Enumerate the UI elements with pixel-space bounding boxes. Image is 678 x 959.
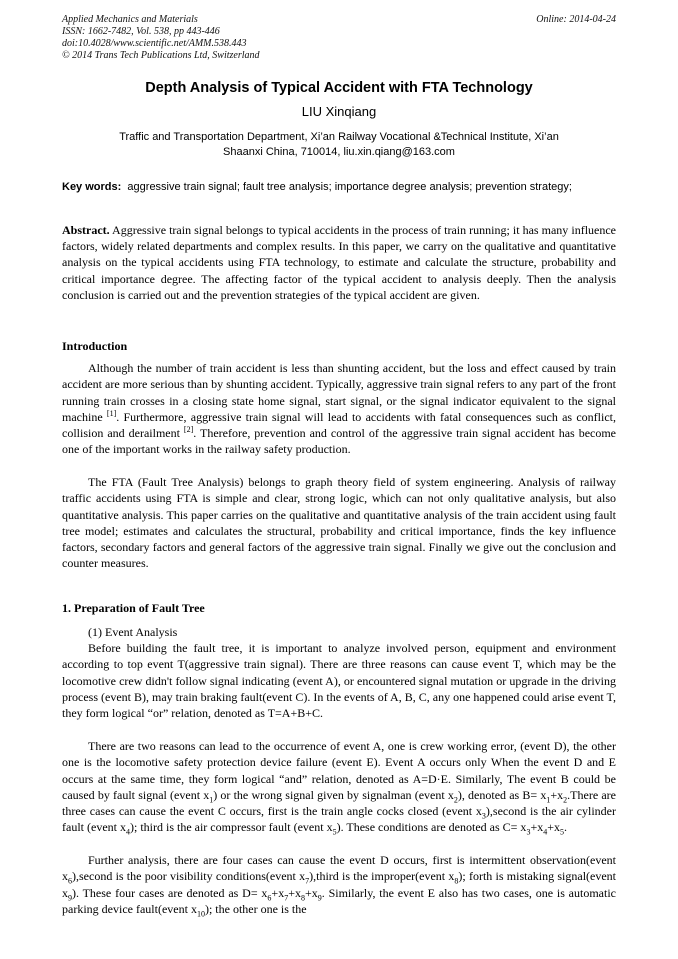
paragraph: Although the number of train accident is less than shunting accident, but the loss and effect caused by train accident are more serious than by shunting accident. Typically, aggressive train signal refers to any part of the front running train crosses in a closing state home signal, start signal, or the signal indicator equivalent to the signal machine [1]. Furthermore, aggressive train signal will lead to accidents with fatal consequences such as conflict, collision and derailment [2]. Therefore, prevention and control of the aggressive train signal accident has become one of the important works in the railway safety production. — [62, 361, 617, 457]
paragraph: Before building the fault tree, it is important to analyze involved person, equipment and environment according to top event T(aggressive train signal). There are three reasons can cause event T, which may be the locomotive crew didn't follow signal indicating (event A), or encountered signal mutation or upgrade in the driving process (event B), may train braking fault(event C). In the events of A, B, C, any one happened could arise event T, they form logical “or” relation, denoted as T=A+B+C. — [62, 641, 616, 721]
paragraph: The FTA (Fault Tree Analysis) belongs to graph theory field of system engineering. Analysis of railway traffic accidents using FTA is simple and clear, strong logic, which can not only qualitative analysis, but also quantitative analysis. This paper carries on the qualitative and quantitative analysis of the train accident using fault tree model; estimates and calculates the structural, probability and critical importance, finds the key influence factors, secondary factors and general factors of the aggressive train signal. Finally we give out the conclusion and counter measures. — [62, 475, 616, 571]
author-name: LIU Xinqiang — [301, 104, 377, 119]
section-heading: Introduction — [62, 339, 128, 353]
keywords-label: Key words: — [62, 181, 122, 193]
paragraph: Further analysis, there are four cases can cause the event D occurs, first is intermittent observation(event $x_6),second$ is the poor visibility conditions(event $x_7),third$ is the improper(event $x_8$); forth is mistaking signal(event $x_9$). These four cases are denoted as $D= x_6+x_7+x_8+x_9$. Similarly, the event E also has two cases, one is automatic parking device fault(event $x_{10}$); the other one is the — [62, 853, 617, 919]
subsection-heading: (1) Event Analysis — [88, 625, 178, 639]
journal-header — [62, 14, 616, 62]
keywords — [62, 180, 616, 195]
abstract — [62, 222, 616, 303]
doi-line: doi:10.4028/www.scientific.net/AMM.538.443 — [62, 38, 247, 49]
section-heading: 1. Preparation of Fault Tree — [62, 601, 205, 615]
paragraph: There are two reasons can lead to the occurrence of event A, one is crew working error, (event D), the other one is the locomotive safety protection device failure (event E). Event A occurs only When the event D and E occurs at the same time, they form logical “and” relation, denoted as A=D·E. Similarly, The event B could be caused by fault signal (event $x_1$) or the wrong signal given by signalman (event $x_2$), denoted as $B= x_1+x_2.There$ are three cases can cause the event C occurs, first is the train angle cocks closed (event $x_3),second$ is the air cylinder fault (event $x_4$); third is the air compressor fault (event $x_5$). These conditions are denoted as $C= x_3+x_4+x_5$. — [62, 739, 616, 837]
paper-title: Depth Analysis of Typical Accident with FTA Technology — [145, 80, 533, 96]
copyright-line: © 2014 Trans Tech Publications Ltd, Switzerland — [62, 50, 260, 61]
journal-name: Applied Mechanics and Materials — [62, 14, 198, 25]
abstract-text: Aggressive train signal belongs to typical accidents in the process of train running; it has many influence factors, widely related departments and complex results. In this paper, we carry on the qualitative and quantitative analysis on the typical accidents using FTA technology, to estimate and calculate the structure, probability and critical importance degree. The affecting factor of the typical accident to analysis deeply. Then the analysis conclusion is carried out and the prevention strategies of the typical accident are given. — [62, 223, 616, 302]
affiliation — [62, 130, 616, 160]
affiliation-line: Traffic and Transportation Department, Xi’an Railway Vocational &Technical Institute, Xi’an — [119, 131, 559, 143]
online-date: Online: 2014-04-24 — [536, 14, 616, 25]
keywords-text: aggressive train signal; fault tree analysis; importance degree analysis; prevention strategy; — [127, 181, 572, 193]
issn-line: ISSN: 1662-7482, Vol. 538, pp 443-446 — [62, 26, 220, 37]
abstract-label: Abstract. — [62, 223, 110, 237]
affiliation-line: Shaanxi China, 710014, liu.xin.qiang@163.com — [223, 146, 455, 158]
